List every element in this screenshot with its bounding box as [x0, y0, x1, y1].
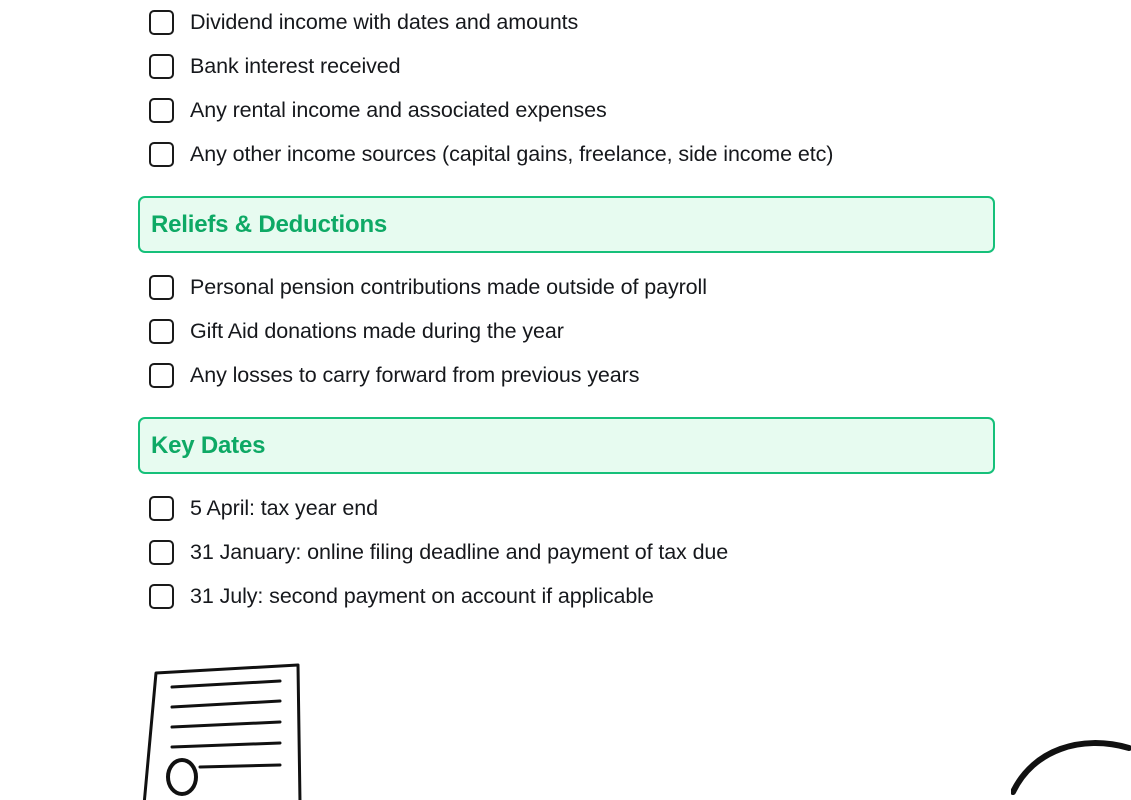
section-key-dates [138, 417, 1018, 618]
checkbox-icon[interactable] [149, 363, 174, 388]
checkbox-icon[interactable] [149, 540, 174, 565]
swoosh-stroke-icon [1011, 740, 1131, 800]
checklist-item-label: Any rental income and associated expenses [190, 97, 607, 122]
section-title: Key Dates [151, 431, 266, 459]
checklist-item-label: 5 April: tax year end [190, 495, 378, 520]
checklist-item[interactable] [138, 88, 1018, 132]
checklist-content [138, 0, 1018, 618]
checkbox-icon[interactable] [149, 319, 174, 344]
checklist-item-label: Personal pension contributions made outside of payroll [190, 274, 707, 299]
checklist-item-label: Gift Aid donations made during the year [190, 318, 564, 343]
checklist-item[interactable] [138, 44, 1018, 88]
checkbox-icon[interactable] [149, 275, 174, 300]
checklist-item[interactable] [138, 0, 1018, 44]
checklist-item[interactable] [138, 574, 1018, 618]
section-reliefs-deductions [138, 196, 1018, 397]
checklist-item[interactable] [138, 486, 1018, 530]
checklist-item-label: 31 July: second payment on account if applicable [190, 583, 654, 608]
section-header-key-dates [138, 417, 995, 474]
checkbox-icon[interactable] [149, 142, 174, 167]
checklist-item-label: Any other income sources (capital gains, freelance, side income etc) [190, 141, 834, 166]
checkbox-icon[interactable] [149, 496, 174, 521]
checklist-item-label: Bank interest received [190, 53, 401, 78]
section-title: Reliefs & Deductions [151, 210, 388, 238]
checklist-item[interactable] [138, 309, 1018, 353]
checklist-item[interactable] [138, 530, 1018, 574]
checkbox-icon[interactable] [149, 584, 174, 609]
checkbox-icon[interactable] [149, 10, 174, 35]
checkbox-icon[interactable] [149, 98, 174, 123]
checklist-item-label: Any losses to carry forward from previous years [190, 362, 640, 387]
checklist-item-label: 31 January: online filing deadline and payment of tax due [190, 539, 729, 564]
checklist-item[interactable] [138, 353, 1018, 397]
checklist-item[interactable] [138, 265, 1018, 309]
checklist-item[interactable] [138, 132, 1018, 176]
checklist-item-label: Dividend income with dates and amounts [190, 9, 579, 34]
document-sketch-icon [138, 655, 318, 800]
section-header-reliefs-deductions [138, 196, 995, 253]
checkbox-icon[interactable] [149, 54, 174, 79]
section-income-continued [138, 0, 1018, 176]
